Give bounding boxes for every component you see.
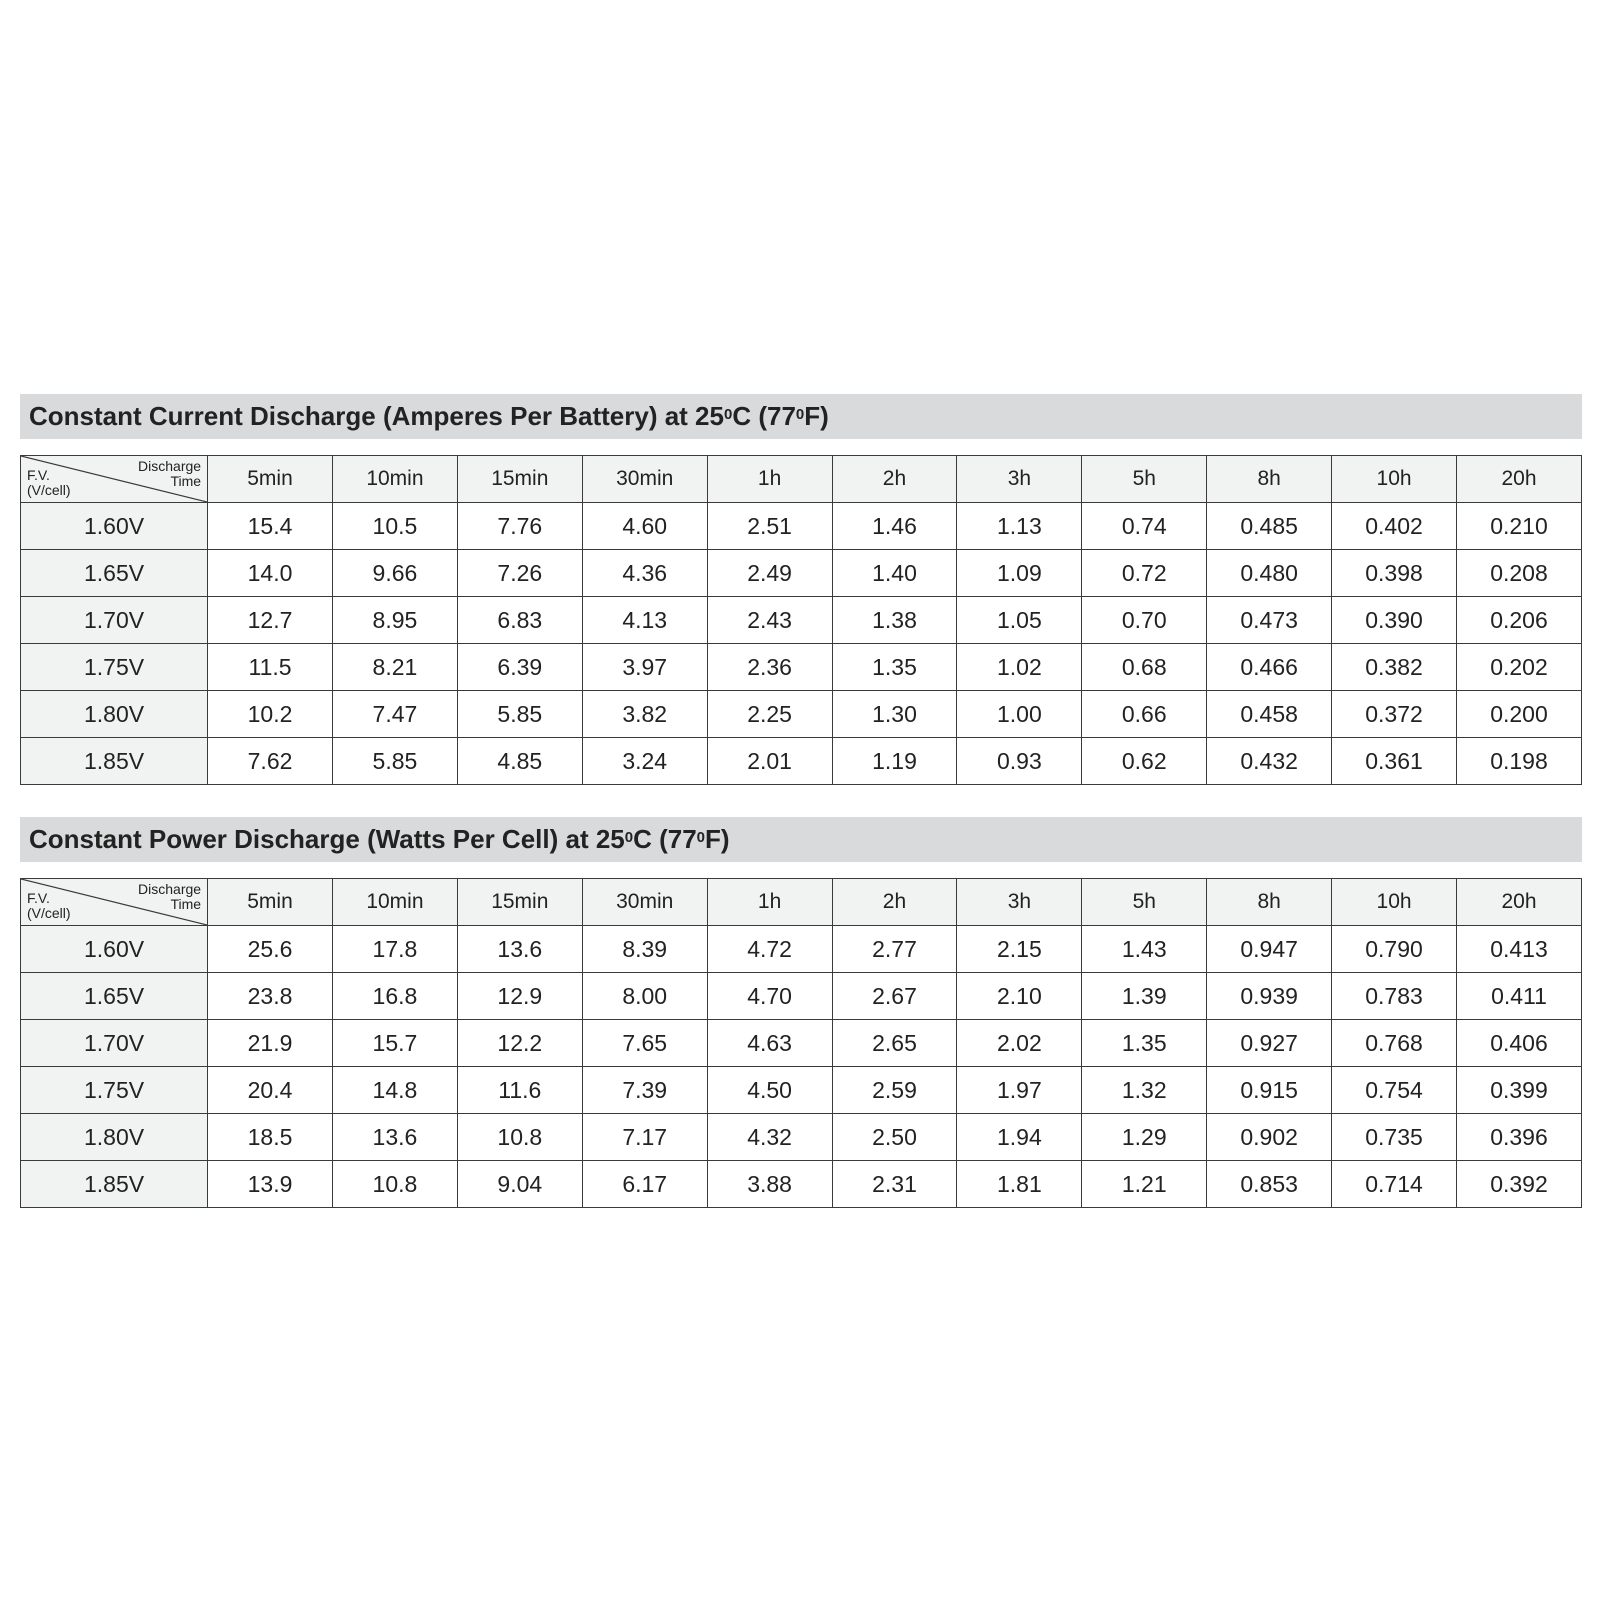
value-cell: 1.29 [1082,1114,1207,1161]
value-cell: 0.70 [1082,597,1207,644]
value-cell: 8.21 [332,644,457,691]
value-cell: 2.50 [832,1114,957,1161]
table-row [21,1114,1582,1161]
value-cell: 1.35 [1082,1020,1207,1067]
value-cell: 10.8 [332,1161,457,1208]
value-cell: 4.32 [707,1114,832,1161]
table-row [21,503,1582,550]
value-cell: 2.67 [832,973,957,1020]
value-cell: 1.94 [957,1114,1082,1161]
value-cell: 17.8 [332,926,457,973]
value-cell: 7.26 [457,550,582,597]
value-cell: 0.432 [1207,738,1332,785]
value-cell: 2.02 [957,1020,1082,1067]
value-cell: 0.62 [1082,738,1207,785]
row-label-cell: 1.75V [21,1067,208,1114]
value-cell: 0.466 [1207,644,1332,691]
value-cell: 7.76 [457,503,582,550]
value-cell: 0.206 [1456,597,1581,644]
column-header: 10min [332,456,457,503]
column-header: 3h [957,879,1082,926]
value-cell: 4.13 [582,597,707,644]
value-cell: 0.458 [1207,691,1332,738]
value-cell: 21.9 [208,1020,333,1067]
row-label-cell: 1.70V [21,1020,208,1067]
constant-current-table [20,455,1582,785]
row-label-cell: 1.65V [21,550,208,597]
column-header: 10h [1332,456,1457,503]
column-header: 10min [332,879,457,926]
table-row [21,644,1582,691]
column-header: 2h [832,456,957,503]
value-cell: 0.927 [1207,1020,1332,1067]
table-row [21,1161,1582,1208]
value-cell: 0.735 [1332,1114,1457,1161]
value-cell: 0.361 [1332,738,1457,785]
value-cell: 2.59 [832,1067,957,1114]
value-cell: 0.372 [1332,691,1457,738]
value-cell: 11.6 [457,1067,582,1114]
value-cell: 0.396 [1456,1114,1581,1161]
table-row [21,691,1582,738]
value-cell: 7.62 [208,738,333,785]
row-label-cell: 1.75V [21,644,208,691]
value-cell: 15.4 [208,503,333,550]
value-cell: 0.392 [1456,1161,1581,1208]
constant-power-section [20,817,1582,1208]
value-cell: 2.25 [707,691,832,738]
value-cell: 0.93 [957,738,1082,785]
value-cell: 1.97 [957,1067,1082,1114]
value-cell: 0.783 [1332,973,1457,1020]
column-header: 10h [1332,879,1457,926]
value-cell: 0.200 [1456,691,1581,738]
value-cell: 5.85 [457,691,582,738]
value-cell: 0.198 [1456,738,1581,785]
column-header: 20h [1456,456,1581,503]
value-cell: 8.39 [582,926,707,973]
value-cell: 0.208 [1456,550,1581,597]
value-cell: 12.2 [457,1020,582,1067]
value-cell: 1.00 [957,691,1082,738]
column-header: 15min [457,456,582,503]
table-row [21,926,1582,973]
value-cell: 0.915 [1207,1067,1332,1114]
value-cell: 0.413 [1456,926,1581,973]
value-cell: 12.7 [208,597,333,644]
section-title: Constant Power Discharge (Watts Per Cell) at $25^0C$ $(77^0F)$ [20,817,1582,862]
value-cell: 0.411 [1456,973,1581,1020]
constant-current-section [20,394,1582,785]
value-cell: 2.15 [957,926,1082,973]
value-cell: 13.6 [457,926,582,973]
value-cell: 2.31 [832,1161,957,1208]
value-cell: 0.382 [1332,644,1457,691]
row-label-cell: 1.80V [21,691,208,738]
column-header: 1h [707,456,832,503]
value-cell: 0.68 [1082,644,1207,691]
column-header: 15min [457,879,582,926]
value-cell: 15.7 [332,1020,457,1067]
table-row [21,738,1582,785]
value-cell: 0.939 [1207,973,1332,1020]
value-cell: 13.6 [332,1114,457,1161]
corner-header-cell [21,456,208,503]
value-cell: 10.5 [332,503,457,550]
value-cell: 0.72 [1082,550,1207,597]
value-cell: 0.790 [1332,926,1457,973]
value-cell: 0.202 [1456,644,1581,691]
column-header: 5min [208,879,333,926]
value-cell: 0.902 [1207,1114,1332,1161]
corner-header-cell [21,879,208,926]
value-cell: 20.4 [208,1067,333,1114]
value-cell: 14.8 [332,1067,457,1114]
column-header: 5h [1082,456,1207,503]
value-cell: 1.38 [832,597,957,644]
value-cell: 11.5 [208,644,333,691]
value-cell: 1.35 [832,644,957,691]
column-header: 5h [1082,879,1207,926]
column-header: 8h [1207,879,1332,926]
value-cell: 7.39 [582,1067,707,1114]
value-cell: 1.19 [832,738,957,785]
column-header: 8h [1207,456,1332,503]
value-cell: 1.46 [832,503,957,550]
column-header: 1h [707,879,832,926]
value-cell: 1.09 [957,550,1082,597]
value-cell: 1.30 [832,691,957,738]
value-cell: 0.402 [1332,503,1457,550]
value-cell: 12.9 [457,973,582,1020]
value-cell: 1.81 [957,1161,1082,1208]
value-cell: 10.8 [457,1114,582,1161]
value-cell: 4.85 [457,738,582,785]
value-cell: 2.01 [707,738,832,785]
column-header: 2h [832,879,957,926]
value-cell: 6.39 [457,644,582,691]
value-cell: 0.210 [1456,503,1581,550]
row-label-cell: 1.60V [21,503,208,550]
value-cell: 7.47 [332,691,457,738]
value-cell: 2.43 [707,597,832,644]
value-cell: 10.2 [208,691,333,738]
value-cell: 0.399 [1456,1067,1581,1114]
value-cell: 5.85 [332,738,457,785]
value-cell: 1.21 [1082,1161,1207,1208]
value-cell: 25.6 [208,926,333,973]
value-cell: 14.0 [208,550,333,597]
value-cell: 3.24 [582,738,707,785]
value-cell: 0.485 [1207,503,1332,550]
value-cell: 1.02 [957,644,1082,691]
value-cell: 0.66 [1082,691,1207,738]
value-cell: 0.480 [1207,550,1332,597]
value-cell: 0.398 [1332,550,1457,597]
value-cell: 0.406 [1456,1020,1581,1067]
value-cell: 2.36 [707,644,832,691]
value-cell: 7.17 [582,1114,707,1161]
constant-power-table [20,878,1582,1208]
corner-discharge-time-label: Discharge Time [138,458,202,489]
value-cell: 6.83 [457,597,582,644]
value-cell: 0.754 [1332,1067,1457,1114]
table-row [21,1020,1582,1067]
value-cell: 1.40 [832,550,957,597]
row-label-cell: 1.60V [21,926,208,973]
value-cell: 8.95 [332,597,457,644]
value-cell: 9.66 [332,550,457,597]
value-cell: 1.13 [957,503,1082,550]
value-cell: 2.51 [707,503,832,550]
column-header: 20h [1456,879,1581,926]
table-row [21,1067,1582,1114]
value-cell: 2.49 [707,550,832,597]
row-label-cell: 1.65V [21,973,208,1020]
row-label-cell: 1.85V [21,1161,208,1208]
value-cell: 1.43 [1082,926,1207,973]
value-cell: 4.70 [707,973,832,1020]
value-cell: 6.17 [582,1161,707,1208]
value-cell: 16.8 [332,973,457,1020]
value-cell: 0.768 [1332,1020,1457,1067]
row-label-cell: 1.85V [21,738,208,785]
value-cell: 2.10 [957,973,1082,1020]
value-cell: 8.00 [582,973,707,1020]
table-row [21,973,1582,1020]
corner-fv-label: F.V. (V/cell) [27,467,71,498]
row-label-cell: 1.80V [21,1114,208,1161]
value-cell: 18.5 [208,1114,333,1161]
value-cell: 9.04 [457,1161,582,1208]
value-cell: 4.36 [582,550,707,597]
value-cell: 0.473 [1207,597,1332,644]
column-header: 30min [582,456,707,503]
corner-discharge-time-label: Discharge Time [138,881,202,912]
table-row [21,550,1582,597]
header-row [21,879,1582,926]
column-header: 5min [208,456,333,503]
row-label-cell: 1.70V [21,597,208,644]
value-cell: 4.72 [707,926,832,973]
value-cell: 2.77 [832,926,957,973]
header-row [21,456,1582,503]
value-cell: 0.714 [1332,1161,1457,1208]
value-cell: 1.32 [1082,1067,1207,1114]
value-cell: 0.853 [1207,1161,1332,1208]
value-cell: 0.947 [1207,926,1332,973]
value-cell: 13.9 [208,1161,333,1208]
value-cell: 4.60 [582,503,707,550]
value-cell: 0.74 [1082,503,1207,550]
value-cell: 1.05 [957,597,1082,644]
value-cell: 23.8 [208,973,333,1020]
column-header: 3h [957,456,1082,503]
value-cell: 3.97 [582,644,707,691]
section-title: Constant Current Discharge (Amperes Per Battery) at $25^0C$ $(77^0F)$ [20,394,1582,439]
value-cell: 4.50 [707,1067,832,1114]
value-cell: 2.65 [832,1020,957,1067]
column-header: 30min [582,879,707,926]
corner-fv-label: F.V. (V/cell) [27,890,71,921]
value-cell: 4.63 [707,1020,832,1067]
table-row [21,597,1582,644]
value-cell: 0.390 [1332,597,1457,644]
value-cell: 3.88 [707,1161,832,1208]
value-cell: 1.39 [1082,973,1207,1020]
value-cell: 7.65 [582,1020,707,1067]
value-cell: 3.82 [582,691,707,738]
